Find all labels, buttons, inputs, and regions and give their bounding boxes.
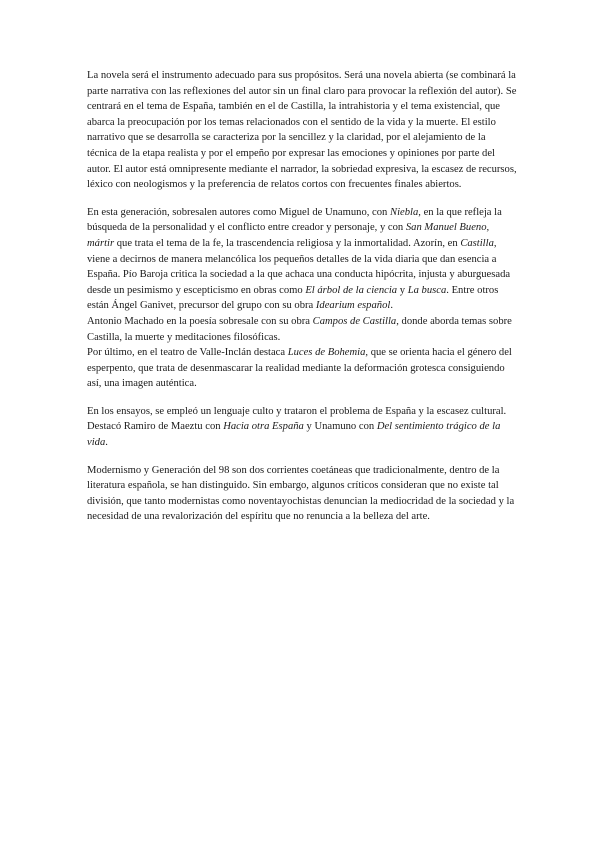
text-run: y [397,284,408,296]
text-run: , donde aborda temas sobre Castilla, la muerte y meditaciones filosóficas. [87,315,512,343]
text-run: , que se orienta hacia el género del esperpento, que trata de desenmascarar la realidad mediante la deformación grotesca consiguiendo así, una imagen auténtica. [87,347,512,390]
text-run: Modernismo y Generación del 98 son dos corrientes coetáneas que tradicionalmente, dentro de la literatura española, se han distinguido. Sin embargo, algunos críticos consideran que no existe tal división, que tanto modernistas como noventayochistas denuncian la mediocridad de la sociedad y la necesidad de una revalorización del espíritu que no renuncia a la belleza del arte. [87,464,515,523]
text-run: La novela será el instrumento adecuado para sus propósitos. Será una novela abierta (se combinará la parte narrativa con las reflexiones del autor sin un final claro para provocar la reflexión del autor). Se centrará en el tema de España, también en el de Castilla, la intrahistoria y el tema existencial, que abarca la preocupación por los temas relacionados con el sentido de la vida y la muerte. El estilo narrativo que se desarrolla se caracteriza por la sencillez y la claridad, por el alejamiento de la técnica de la etapa realista y por el empeño por expresar las emociones y opiniones por parte del autor. El autor está omnipresente mediante el narrador, la sobriedad expresiva, la escasez de recursos, léxico con neologismos y la preferencia de relatos cortos con frecuentes finales abiertos. [87,70,517,191]
work-title: Campos de Castilla [312,315,397,327]
paragraph-essays [87,404,517,451]
work-title: Del sentimiento trágico de la vida [87,421,501,449]
text-run: En los ensayos, se empleó un lenguaje culto y trataron el problema de España y la escasez cultural. Destacó Ramiro de Maeztu con [87,405,507,433]
paragraph-generation-authors [87,205,517,314]
text-run: y Unamuno con [303,421,377,433]
work-title: Hacia otra España [223,421,304,433]
document-page [87,68,517,537]
paragraph-valle-inclan-theatre [87,345,517,392]
work-title: La busca [407,284,447,296]
text-run: Por último, en el teatro de Valle-Inclán destaca [87,347,288,359]
work-title: San Manuel Bueno, mártir [87,222,490,249]
text-run: . Entre otros están Ángel Ganivet, precursor del grupo con su obra [87,284,499,312]
work-title: Idearium español [315,300,391,312]
text-run: . [390,300,393,312]
work-title: El árbol de la ciencia [305,284,398,296]
text-run: que trata el tema de la fe, la trascendencia religiosa y la inmortalidad. Azorín, en [114,237,461,249]
paragraph-machado-poetry [87,314,517,345]
text-run: Antonio Machado en la poesía sobresale con su obra [87,315,313,327]
work-title: Castilla [460,237,494,249]
text-run: , en la que refleja la búsqueda de la personalidad y el conflicto entre creador y personaje, y con [87,206,502,234]
work-title: Niebla [390,206,419,218]
text-run: . [105,437,108,449]
text-run: , viene a decirnos de manera melancólica los pequeños detalles de la vida diaria que dan esencia a España. Pío Baroja critica la sociedad a la que achaca una conducta hipócrita, injusta y aburguesada desde un pesimismo y escepticismo en obras como [87,237,511,296]
text-run: En esta generación, sobresalen autores como Miguel de Unamuno, con [87,206,391,218]
paragraph-modernism-conclusion [87,463,517,525]
paragraph-novel-style [87,68,517,193]
work-title: Luces de Bohemia [287,347,366,359]
